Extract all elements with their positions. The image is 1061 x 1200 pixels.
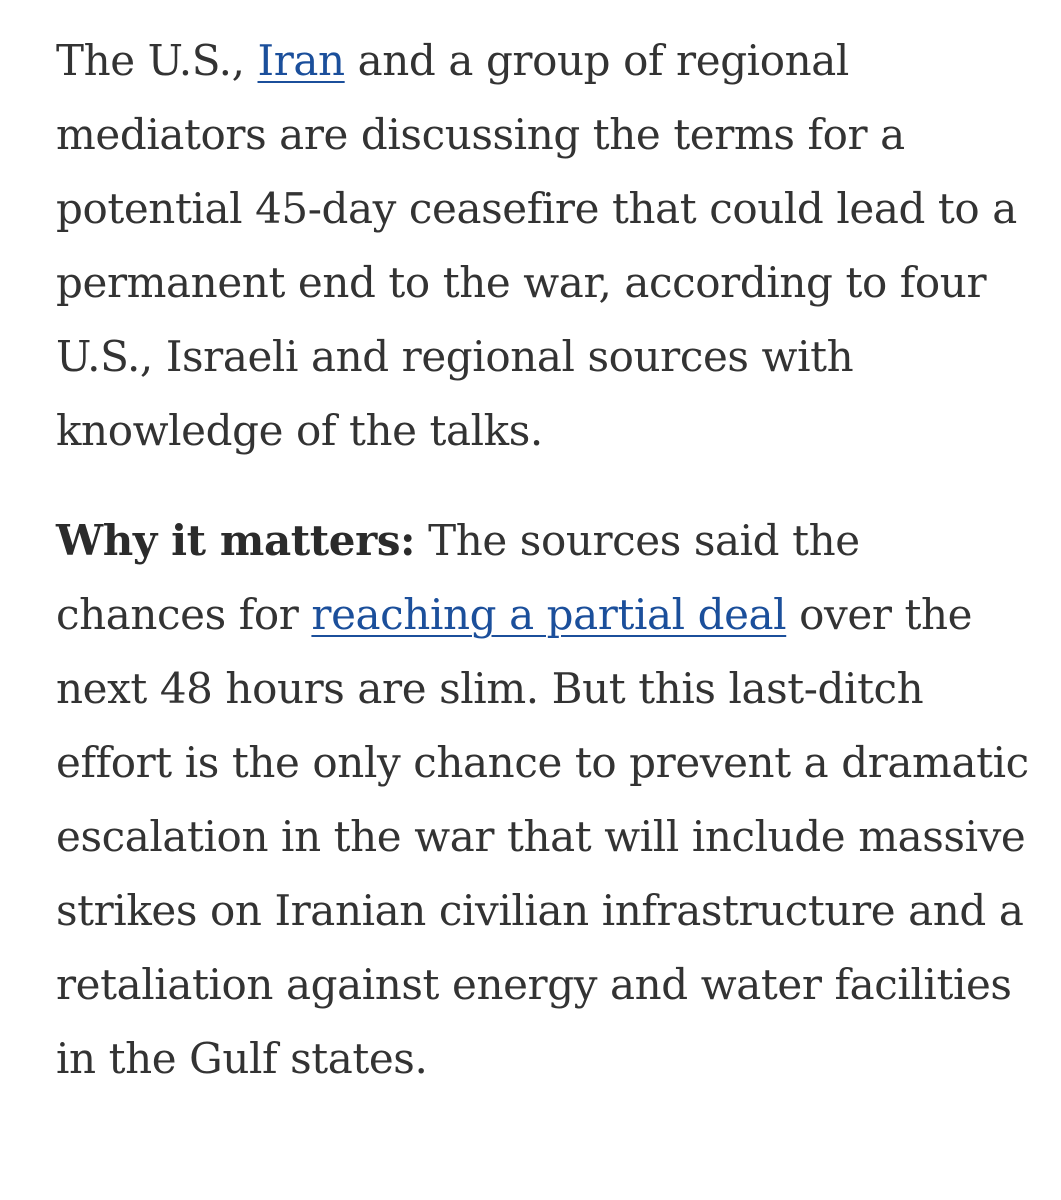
paragraph-intro (56, 24, 1036, 468)
iran-link[interactable]: Iran (257, 36, 345, 85)
paragraph-intro-text-start: The U.S., (56, 36, 258, 85)
paragraph-intro-text-end: and a group of regional mediators are discussing the terms for a potential 45-day ceasefire that could lead to a permanent end to the war, according to four U.S., Israeli and regional sources with knowledge of the talks. (56, 36, 1017, 455)
partial-deal-link[interactable]: reaching a partial deal (311, 590, 787, 639)
why-it-matters-label: Why it matters: (56, 516, 416, 565)
why-it-matters-text-start: The sources said the chances for (56, 516, 860, 639)
article-body (56, 24, 1036, 1096)
why-it-matters-text-end: over the next 48 hours are slim. But this last-ditch effort is the only chance to prevent a dramatic escalation in the war that will include massive strikes on Iranian civilian infrastructure and a retaliation against energy and water facilities in the Gulf states. (56, 590, 1029, 1083)
paragraph-why-it-matters (56, 504, 1036, 1096)
